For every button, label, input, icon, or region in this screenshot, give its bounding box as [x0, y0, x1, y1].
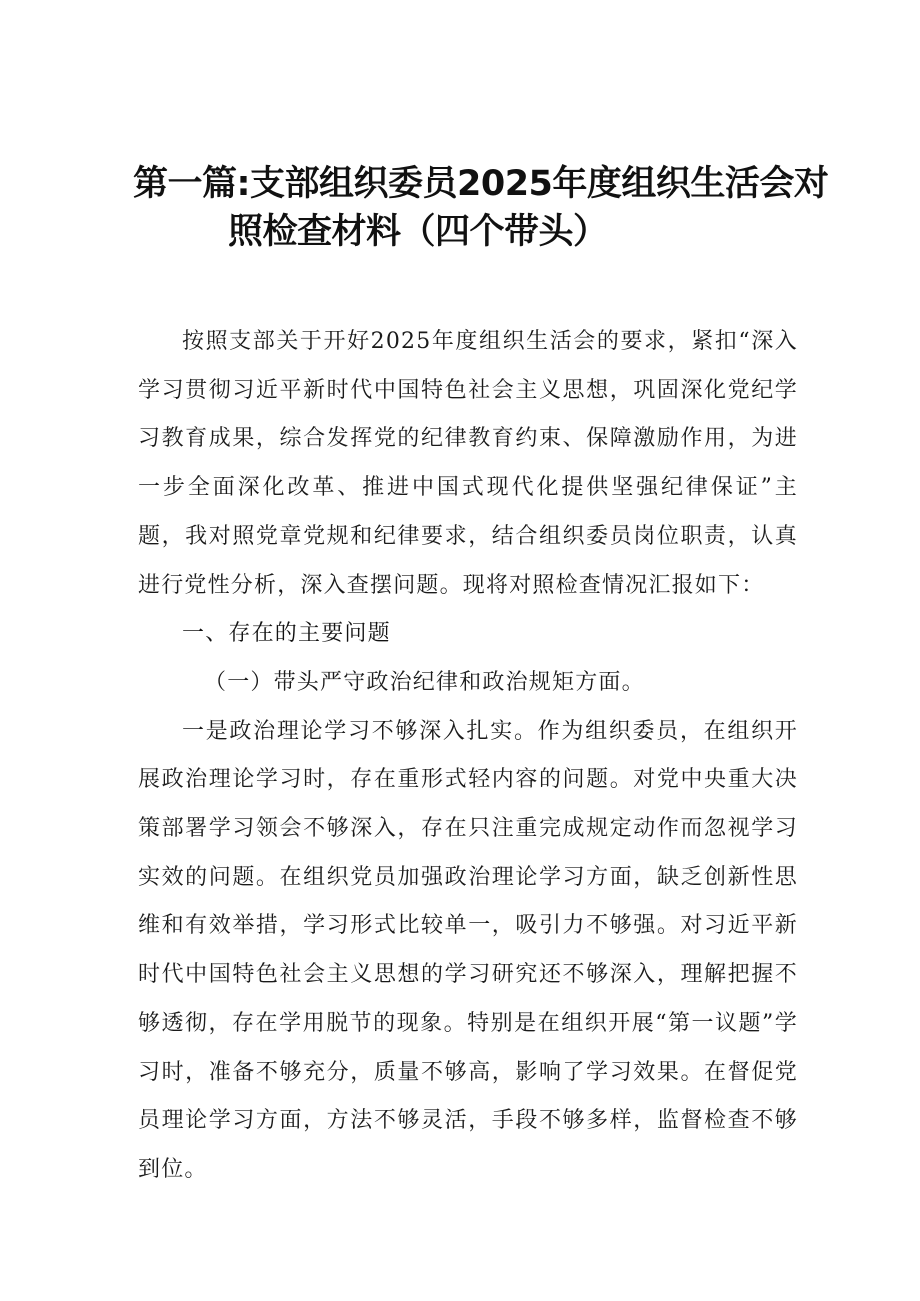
title-line-2: 照检查材料（四个带头） [228, 212, 608, 252]
document-body [138, 318, 798, 1195]
intro-paragraph: 按照支部关于开好2025年度组织生活会的要求，紧扣“深入学习贯彻习近平新时代中国特色社会主义思想，巩固深化党纪学习教育成果，综合发挥党的纪律教育约束、保障激励作用，为进一步全面深化改革、推进中国式现代化提供坚强纪律保证”主题，我对照党章党规和纪律要求，结合组织委员岗位职责，认真进行党性分析，深入查摆问题。现将对照检查情况汇报如下： [138, 329, 798, 598]
section-heading-problems: 一、存在的主要问题 [182, 621, 391, 647]
document-title [133, 162, 829, 254]
title-line-1: 第一篇:支部组织委员2025年度组织生活会对 [133, 164, 829, 204]
subsection-heading-political-discipline: （一）带头严守政治纪律和政治规矩方面。 [204, 669, 645, 695]
paragraph-theory-study: 一是政治理论学习不够深入扎实。作为组织委员，在组织开展政治理论学习时，存在重形式轻内容的问题。对党中央重大决策部署学习领会不够深入，存在只注重完成规定动作而忽视学习实效的问题。在组织党员加强政治理论学习方面，缺乏创新性思维和有效举措，学习形式比较单一，吸引力不够强。对习近平新时代中国特色社会主义思想的学习研究还不够深入，理解把握不够透彻，存在学用脱节的现象。特别是在组织开展“第一议题”学习时，准备不够充分，质量不够高，影响了学习效果。在督促党员理论学习方面，方法不够灵活，手段不够多样，监督检查不够到位。 [138, 718, 798, 1182]
